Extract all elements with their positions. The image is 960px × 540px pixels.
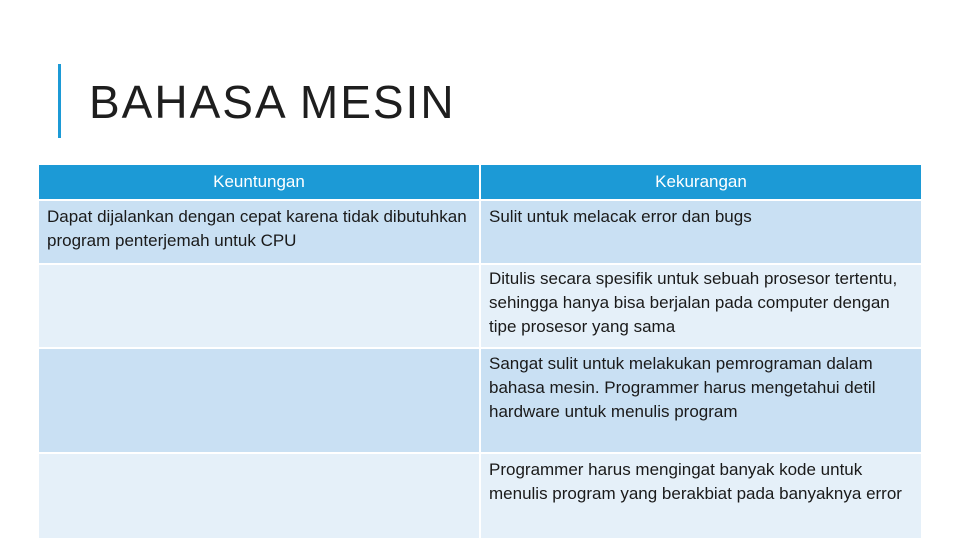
table-row: [38, 348, 922, 453]
table-row: [38, 453, 922, 539]
disadvantage-cell: Sangat sulit untuk melakukan pemrograman dalam bahasa mesin. Programmer harus mengetahui detil hardware untuk menulis program: [480, 348, 922, 453]
advantage-cell: [38, 348, 480, 453]
table-row: [38, 200, 922, 264]
comparison-table: [37, 163, 923, 540]
title-accent-bar: [58, 64, 61, 138]
table-row: [38, 264, 922, 348]
slide-title: BAHASA MESIN: [89, 76, 456, 128]
header-advantages: Keuntungan: [38, 164, 480, 200]
header-disadvantages: Kekurangan: [480, 164, 922, 200]
disadvantage-cell: Sulit untuk melacak error dan bugs: [480, 200, 922, 264]
disadvantage-cell: Ditulis secara spesifik untuk sebuah prosesor tertentu, sehingga hanya bisa berjalan pada computer dengan tipe prosesor yang sama: [480, 264, 922, 348]
disadvantage-cell: Programmer harus mengingat banyak kode untuk menulis program yang berakbiat pada banyaknya error: [480, 453, 922, 539]
table-header-row: [38, 164, 922, 200]
advantage-cell: [38, 453, 480, 539]
advantage-cell: Dapat dijalankan dengan cepat karena tidak dibutuhkan program penterjemah untuk CPU: [38, 200, 480, 264]
advantage-cell: [38, 264, 480, 348]
